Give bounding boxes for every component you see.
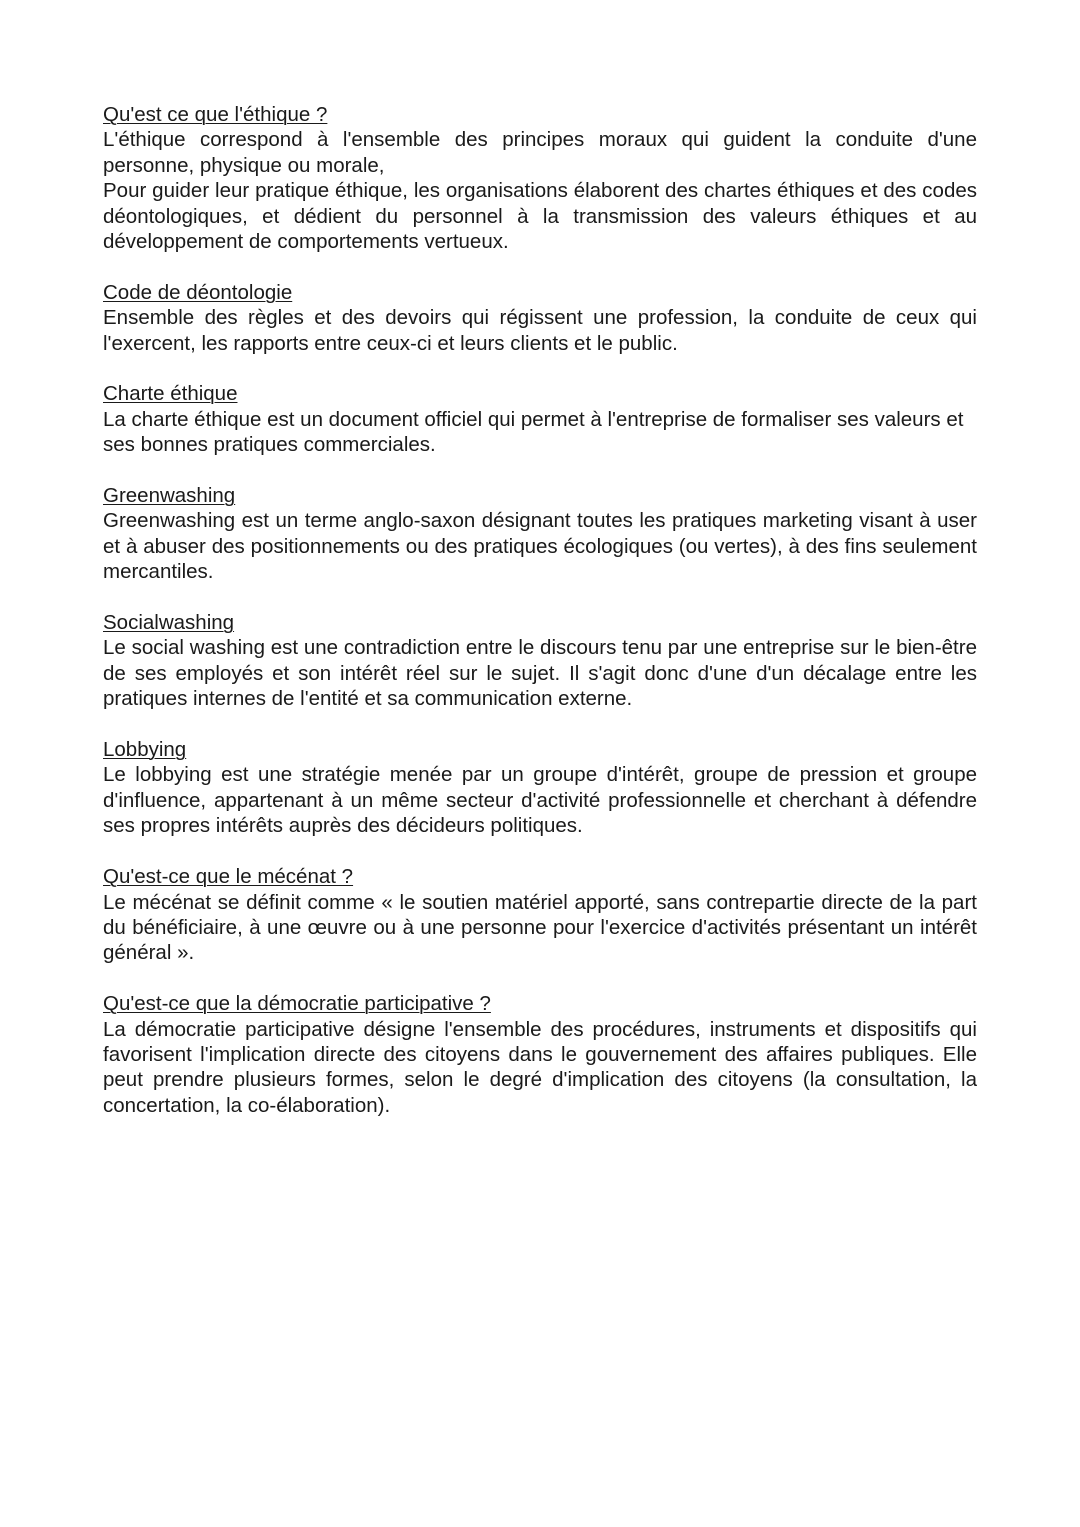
section-mecenat — [103, 864, 977, 966]
section-paragraph: Le mécénat se définit comme « le soutien matériel apporté, sans contrepartie directe de la part du bénéficiaire, à une œuvre ou à une personne pour l'exercice d'activités présentant un intérêt général ». — [103, 890, 977, 965]
section-charte-ethique — [103, 381, 977, 457]
section-paragraph: La démocratie participative désigne l'ensemble des procédures, instruments et dispositifs qui favorisent l'implication directe des citoyens dans le gouvernement des affaires publiques. Elle peut prendre plusieurs formes, selon le degré d'implication des citoyens (la consultation, la concertation, la co-élaboration). — [103, 1017, 977, 1117]
section-heading: Lobbying — [103, 738, 187, 762]
section-paragraph: Le lobbying est une stratégie menée par un groupe d'intérêt, groupe de pression et groupe d'influence, appartenant à un même secteur d'activité professionnelle et cherchant à défendre ses propres intérêts auprès des décideurs politiques. — [103, 763, 977, 838]
section-heading: Qu'est-ce que le mécénat ? — [103, 865, 354, 889]
section-heading: Qu'est-ce que la démocratie participative ? — [103, 992, 491, 1016]
section-socialwashing — [103, 610, 977, 712]
section-paragraph: Le social washing est une contradiction entre le discours tenu par une entreprise sur le bien-être de ses employés et son intérêt réel sur le sujet. Il s'agit donc d'une d'un décalage entre les pratiques internes de l'entité et sa communication externe. — [103, 636, 977, 711]
section-greenwashing — [103, 483, 977, 585]
section-paragraph: L'éthique correspond à l'ensemble des principes moraux qui guident la conduite d'une personne, physique ou morale, — [103, 128, 977, 177]
section-paragraph: Greenwashing est un terme anglo-saxon désignant toutes les pratiques marketing visant à user et à abuser des positionnements ou des pratiques écologiques (ou vertes), à des fins seulement mercantiles. — [103, 509, 977, 584]
section-paragraph: Pour guider leur pratique éthique, les organisations élaborent des chartes éthiques et des codes déontologiques, et dédient du personnel à la transmission des valeurs éthiques et au développement de comportements vertueux. — [103, 179, 977, 254]
section-lobbying — [103, 737, 977, 839]
section-heading: Charte éthique — [103, 382, 238, 406]
section-ethique — [103, 102, 977, 254]
section-heading: Socialwashing — [103, 611, 235, 635]
section-democratie-participative — [103, 991, 977, 1118]
section-heading: Qu'est ce que l'éthique ? — [103, 103, 328, 126]
section-paragraph: La charte éthique est un document officiel qui permet à l'entreprise de formaliser ses valeurs et ses bonnes pratiques commerciales. — [103, 407, 964, 457]
section-heading: Greenwashing — [103, 484, 236, 508]
section-code-deontologie — [103, 280, 977, 356]
document-page — [103, 102, 977, 1144]
section-paragraph: Ensemble des règles et des devoirs qui régissent une profession, la conduite de ceux qui l'exercent, les rapports entre ceux-ci et leurs clients et le public. — [103, 306, 977, 355]
section-heading: Code de déontologie — [103, 280, 293, 304]
